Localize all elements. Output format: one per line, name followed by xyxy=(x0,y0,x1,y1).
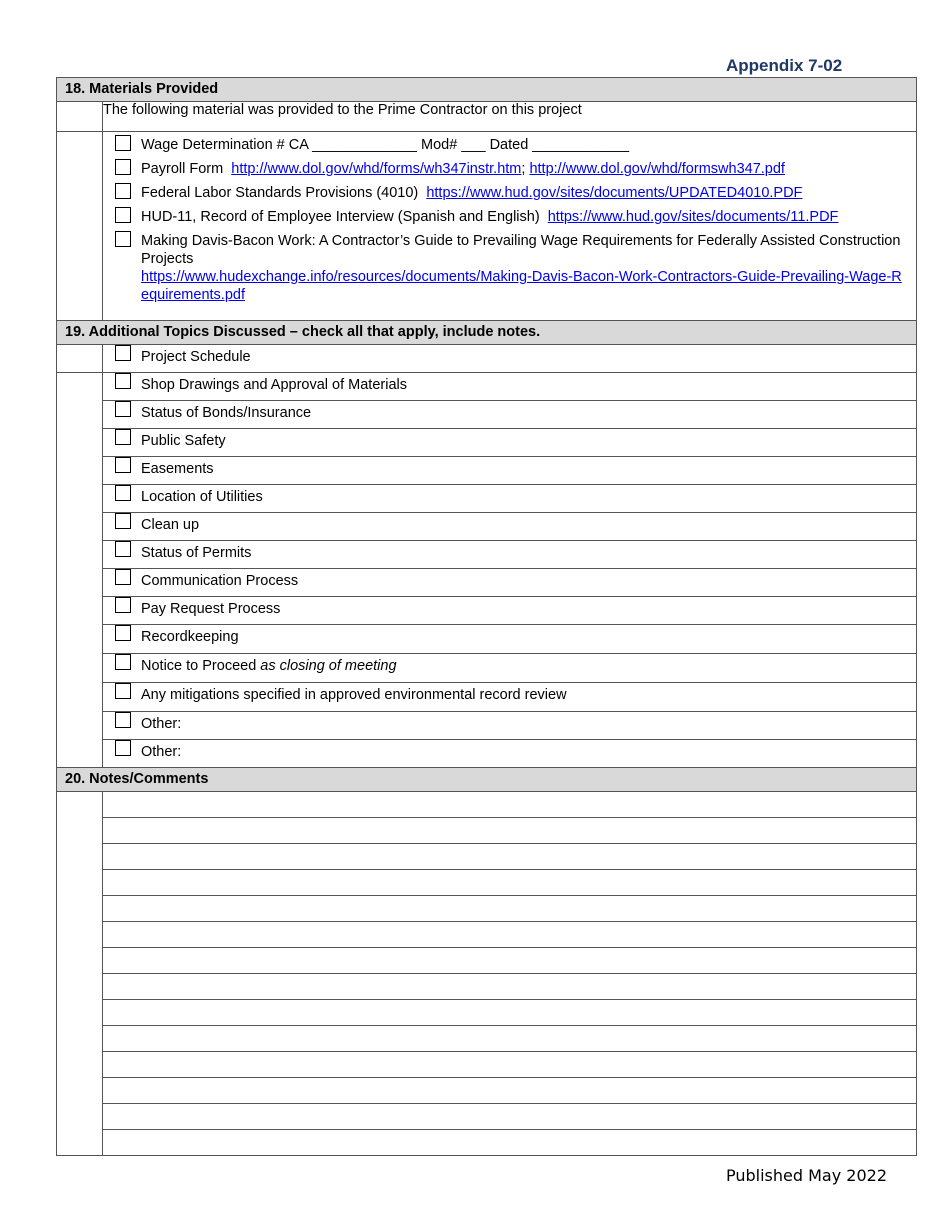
topic-row: Location of Utilities xyxy=(103,485,917,513)
note-line[interactable] xyxy=(103,870,917,896)
federal-labor-link[interactable]: https://www.hud.gov/sites/documents/UPDATED4010.PDF xyxy=(426,185,803,201)
section-20-header: 20. Notes/Comments xyxy=(57,768,917,792)
section-18-header: 18. Materials Provided xyxy=(57,78,917,102)
hud11-checkbox[interactable] xyxy=(115,207,131,223)
topic-row: Public Safety xyxy=(103,429,917,457)
topic-checkbox[interactable] xyxy=(115,597,131,613)
hud11-link[interactable]: https://www.hud.gov/sites/documents/11.PDF xyxy=(547,209,839,225)
topic-row: Other: xyxy=(103,740,917,768)
topic-row: Status of Permits xyxy=(103,541,917,569)
topic-row: Project Schedule xyxy=(103,345,917,373)
topic-checkbox[interactable] xyxy=(115,569,131,585)
payroll-form-checkbox[interactable] xyxy=(115,159,131,175)
wage-determination-option: Wage Determination # CA _____________ Mod# ___ Dated ____________ xyxy=(115,136,908,154)
davis-bacon-option: Making Davis-Bacon Work: A Contractor’s Guide to Prevailing Wage Requirements for Federally Assisted Construction Projects https://www.hudexchange.info/resources/documents/Making-Davis-Bacon-Work-Contractors-Guide-Prevailing-Wage-Requirements.pdf xyxy=(115,232,908,304)
davis-bacon-link[interactable]: https://www.hudexchange.info/resources/documents/Making-Davis-Bacon-Work-Contractors-Guide-Prevailing-Wage-Requirements.pdf xyxy=(141,269,902,303)
topic-row: Communication Process xyxy=(103,569,917,597)
note-line[interactable] xyxy=(103,974,917,1000)
topic-checkbox[interactable] xyxy=(115,654,131,670)
note-line[interactable] xyxy=(103,896,917,922)
topic-row: Status of Bonds/Insurance xyxy=(103,401,917,429)
appendix-label: Appendix 7-02 xyxy=(726,56,843,75)
topic-checkbox[interactable] xyxy=(115,740,131,756)
note-line[interactable] xyxy=(103,844,917,870)
materials-list xyxy=(103,132,917,321)
wage-determination-checkbox[interactable] xyxy=(115,135,131,151)
hud11-option: HUD-11, Record of Employee Interview (Spanish and English) https://www.hud.gov/sites/documents/11.PDF xyxy=(115,208,908,226)
note-line[interactable] xyxy=(103,1026,917,1052)
wage-determination-number-field[interactable]: _____________ xyxy=(312,137,417,153)
topic-checkbox[interactable] xyxy=(115,485,131,501)
topic-row: Any mitigations specified in approved environmental record review xyxy=(103,683,917,712)
topic-checkbox[interactable] xyxy=(115,712,131,728)
topic-row: Notice to Proceed as closing of meeting xyxy=(103,654,917,683)
note-line[interactable] xyxy=(103,1052,917,1078)
topic-checkbox[interactable] xyxy=(115,401,131,417)
payroll-form-option: Payroll Form http://www.dol.gov/whd/forms/wh347instr.htm; http://www.dol.gov/whd/formswh347.pdf xyxy=(115,160,908,178)
federal-labor-checkbox[interactable] xyxy=(115,183,131,199)
federal-labor-option: Federal Labor Standards Provisions (4010) https://www.hud.gov/sites/documents/UPDATED4010.PDF xyxy=(115,184,908,202)
davis-bacon-checkbox[interactable] xyxy=(115,231,131,247)
topic-checkbox[interactable] xyxy=(115,625,131,641)
note-line[interactable] xyxy=(103,1078,917,1104)
topic-checkbox[interactable] xyxy=(115,373,131,389)
form-table xyxy=(56,77,917,1156)
note-line[interactable] xyxy=(103,1130,917,1156)
topic-checkbox[interactable] xyxy=(115,683,131,699)
topic-checkbox[interactable] xyxy=(115,541,131,557)
topic-checkbox[interactable] xyxy=(115,513,131,529)
note-line[interactable] xyxy=(103,922,917,948)
payroll-instructions-link[interactable]: http://www.dol.gov/whd/forms/wh347instr.htm xyxy=(231,161,522,177)
mod-number-field[interactable]: ___ xyxy=(461,137,486,153)
topic-row: Clean up xyxy=(103,513,917,541)
note-line[interactable] xyxy=(103,948,917,974)
note-line[interactable] xyxy=(103,792,917,818)
topic-row: Shop Drawings and Approval of Materials xyxy=(103,373,917,401)
materials-intro: The following material was provided to the Prime Contractor on this project xyxy=(103,102,917,132)
dated-field[interactable]: ____________ xyxy=(532,137,630,153)
note-line[interactable] xyxy=(103,1104,917,1130)
payroll-form-link[interactable]: http://www.dol.gov/whd/formswh347.pdf xyxy=(529,161,785,177)
topic-row: Other: xyxy=(103,712,917,740)
topic-row: Recordkeeping xyxy=(103,625,917,654)
published-date: Published May 2022 xyxy=(726,1166,887,1185)
section-19-header: 19. Additional Topics Discussed – check all that apply, include notes. xyxy=(57,321,917,345)
topic-checkbox[interactable] xyxy=(115,345,131,361)
topic-row: Pay Request Process xyxy=(103,597,917,625)
topic-checkbox[interactable] xyxy=(115,457,131,473)
note-line[interactable] xyxy=(103,818,917,844)
topic-row: Easements xyxy=(103,457,917,485)
note-line[interactable] xyxy=(103,1000,917,1026)
topic-checkbox[interactable] xyxy=(115,429,131,445)
